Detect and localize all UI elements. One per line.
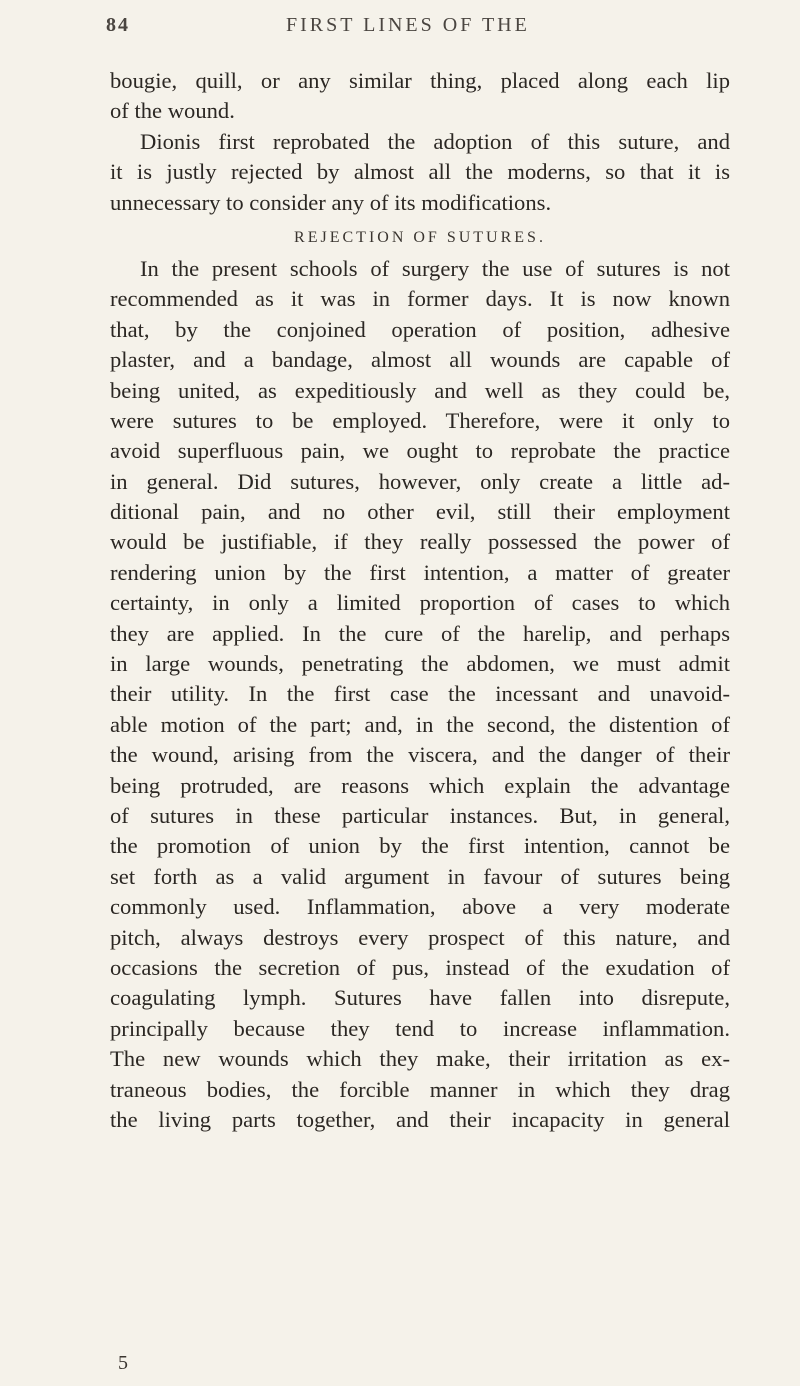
text-line: in large wounds, penetrating the abdomen, we must admit bbox=[110, 651, 730, 677]
text-line: avoid superfluous pain, we ought to reprobate the practice bbox=[110, 438, 730, 464]
text-line: principally because they tend to increase inflammation. bbox=[110, 1015, 730, 1041]
text-line: bougie, quill, or any similar thing, placed along each lip bbox=[110, 68, 730, 93]
signature-mark: 5 bbox=[118, 1352, 128, 1374]
text-line: certainty, in only a limited proportion of cases to which bbox=[110, 590, 730, 616]
text-line: in general. Did sutures, however, only create a little ad- bbox=[110, 468, 730, 494]
running-title: FIRST LINES OF THE bbox=[286, 14, 530, 36]
text-line: recommended as it was in former days. It is now known bbox=[110, 286, 730, 312]
text-line: of the wound. bbox=[110, 98, 235, 124]
text-line: they are applied. In the cure of the harelip, and perhaps bbox=[110, 620, 730, 646]
page-number: 84 bbox=[106, 14, 130, 36]
text-line: able motion of the part; and, in the second, the distention of bbox=[110, 711, 730, 737]
text-line: traneous bodies, the forcible manner in which they drag bbox=[110, 1076, 730, 1102]
text-line: that, by the conjoined operation of position, adhesive bbox=[110, 316, 730, 342]
body-text bbox=[110, 66, 730, 1135]
text-line: being united, as expeditiously and well as they could be, bbox=[110, 377, 730, 403]
text-line: were sutures to be employed. Therefore, were it only to bbox=[110, 407, 730, 433]
text-line: it is justly rejected by almost all the moderns, so that it is bbox=[110, 159, 730, 185]
text-line: In the present schools of surgery the use of sutures is not bbox=[140, 255, 730, 281]
text-line: set forth as a valid argument in favour of sutures being bbox=[110, 863, 730, 889]
running-head bbox=[106, 14, 706, 44]
text-line: coagulating lymph. Sutures have fallen into disrepute, bbox=[110, 985, 730, 1011]
section-heading: REJECTION OF SUTURES. bbox=[294, 228, 546, 246]
text-line: the living parts together, and their incapacity in general bbox=[110, 1106, 730, 1132]
text-line: Dionis first reprobated the adoption of this suture, and bbox=[140, 128, 730, 154]
text-line: would be justifiable, if they really possessed the power of bbox=[110, 529, 730, 555]
text-line: their utility. In the first case the incessant and unavoid- bbox=[110, 681, 730, 707]
text-line: commonly used. Inflammation, above a very moderate bbox=[110, 894, 730, 920]
text-line: unnecessary to consider any of its modifications. bbox=[110, 189, 552, 215]
text-line: the promotion of union by the first intention, cannot be bbox=[110, 833, 730, 859]
text-line: pitch, always destroys every prospect of this nature, and bbox=[110, 924, 730, 950]
text-line: being protruded, are reasons which explain the advantage bbox=[110, 772, 730, 798]
text-line: ditional pain, and no other evil, still their employment bbox=[110, 499, 730, 525]
text-line: plaster, and a bandage, almost all wounds are capable of bbox=[110, 347, 730, 373]
text-line: The new wounds which they make, their irritation as ex- bbox=[110, 1046, 730, 1072]
text-line: rendering union by the first intention, a matter of greater bbox=[110, 559, 730, 585]
text-line: of sutures in these particular instances. But, in general, bbox=[110, 802, 730, 828]
text-line: occasions the secretion of pus, instead of the exudation of bbox=[110, 954, 730, 980]
text-line: the wound, arising from the viscera, and the danger of their bbox=[110, 742, 730, 768]
